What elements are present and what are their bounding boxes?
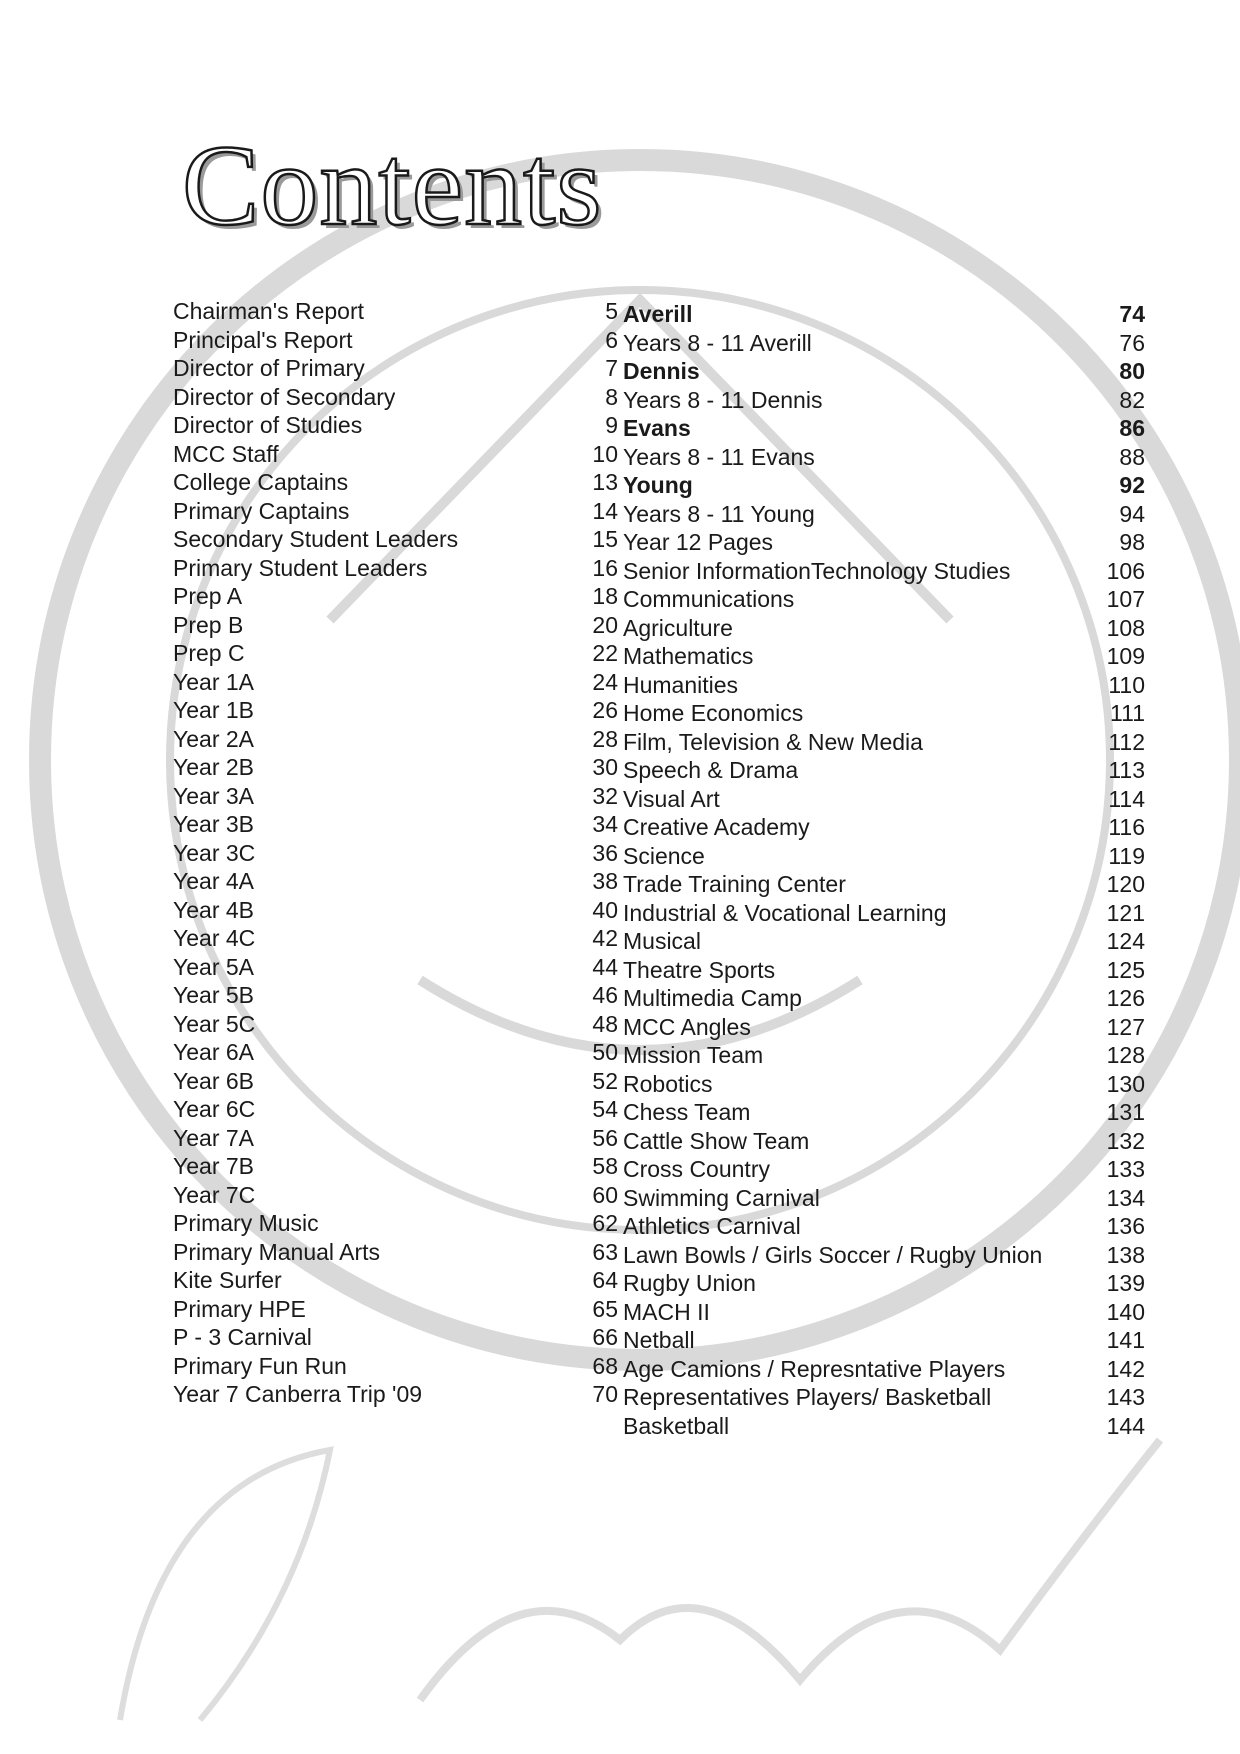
toc-entry <box>623 1127 1145 1156</box>
toc-entry <box>173 1181 618 1210</box>
toc-entry <box>173 896 618 925</box>
toc-entry-page: 13 <box>592 469 618 495</box>
toc-entry-label: Director of Studies <box>173 412 363 438</box>
toc-entry-page: 26 <box>592 697 618 723</box>
toc-entry-label: Principal's Report <box>173 326 353 353</box>
toc-entry-page: 68 <box>592 1352 618 1379</box>
toc-entry-label: Year 4A <box>173 868 254 894</box>
toc-entry-page: 8 <box>605 383 618 410</box>
toc-entry <box>623 1212 1145 1241</box>
toc-entry <box>623 329 1145 358</box>
toc-entry-page: 124 <box>1106 928 1145 954</box>
toc-entry-page: 98 <box>1119 529 1145 555</box>
toc-entry <box>173 497 618 526</box>
toc-entry <box>173 639 618 668</box>
toc-entry <box>173 867 618 896</box>
toc-entry <box>173 582 618 611</box>
toc-entry-page: 74 <box>1119 301 1145 327</box>
toc-left-column <box>173 297 618 1409</box>
toc-entry <box>173 1010 618 1039</box>
toc-entry-page: 66 <box>592 1324 618 1350</box>
toc-entry <box>623 585 1145 614</box>
toc-entry-label: Theatre Sports <box>623 956 776 983</box>
toc-entry <box>623 813 1145 842</box>
toc-entry <box>173 725 618 754</box>
toc-entry-page: 133 <box>1106 1156 1145 1182</box>
toc-entry-label: Year 3C <box>173 839 256 866</box>
toc-entry-label: Kite Surfer <box>173 1267 282 1293</box>
toc-entry-label: Primary Student Leaders <box>173 554 428 581</box>
toc-entry-page: 111 <box>1110 700 1145 726</box>
toc-entry <box>173 554 618 583</box>
toc-entry-label: Athletics Carnival <box>623 1213 801 1239</box>
toc-entry-label: Humanities <box>623 671 739 698</box>
toc-entry-label: Mathematics <box>623 643 754 669</box>
toc-entry-page: 142 <box>1106 1355 1145 1382</box>
toc-entry-label: Basketball <box>623 1412 730 1439</box>
toc-entry <box>173 953 618 982</box>
toc-entry <box>173 1323 618 1352</box>
toc-entry-page: 20 <box>592 611 618 638</box>
toc-entry <box>623 557 1145 586</box>
toc-entry <box>623 699 1145 728</box>
toc-entry <box>623 1355 1145 1384</box>
toc-entry-label: Agriculture <box>623 614 733 641</box>
toc-entry <box>623 471 1145 500</box>
toc-entry-page: 36 <box>592 839 618 866</box>
toc-entry <box>173 1295 618 1324</box>
toc-entry-label: Secondary Student Leaders <box>173 526 459 552</box>
toc-entry-label: Communications <box>623 586 795 612</box>
toc-entry-page: 116 <box>1108 814 1145 840</box>
toc-entry-page: 42 <box>592 925 618 951</box>
toc-entry <box>173 1095 618 1124</box>
toc-entry-page: 141 <box>1106 1327 1145 1353</box>
toc-entry <box>173 696 618 725</box>
toc-entry <box>173 753 618 782</box>
toc-entry-page: 15 <box>592 526 618 552</box>
toc-entry-label: Musical <box>623 928 701 954</box>
toc-entry-page: 143 <box>1106 1384 1145 1410</box>
toc-entry-label: Year 6C <box>173 1096 256 1122</box>
toc-entry-label: Year 5C <box>173 1010 256 1037</box>
toc-entry <box>623 728 1145 757</box>
toc-entry-page: 60 <box>592 1181 618 1208</box>
toc-entry <box>623 927 1145 956</box>
toc-entry-label: Years 8 - 11 Dennis <box>623 386 823 413</box>
toc-entry-label: Creative Academy <box>623 814 810 840</box>
toc-entry <box>623 1098 1145 1127</box>
toc-entry-label: Primary HPE <box>173 1295 306 1322</box>
toc-entry-page: 30 <box>592 754 618 780</box>
toc-entry <box>173 1124 618 1153</box>
toc-entry-page: 52 <box>592 1067 618 1094</box>
toc-entry-label: Robotics <box>623 1070 713 1097</box>
toc-entry-label: Film, Television & New Media <box>623 728 923 755</box>
toc-entry-label: Averill <box>623 301 693 327</box>
toc-entry <box>173 1238 618 1267</box>
toc-right-column <box>623 300 1145 1440</box>
toc-entry <box>173 1038 618 1067</box>
toc-entry-page: 110 <box>1108 671 1145 698</box>
toc-entry-page: 16 <box>592 554 618 581</box>
toc-entry-page: 50 <box>592 1039 618 1065</box>
toc-entry-label: MCC Angles <box>623 1013 751 1040</box>
toc-entry-label: Chess Team <box>623 1099 751 1125</box>
toc-entry-label: Year 4C <box>173 925 256 951</box>
toc-entry-label: Science <box>623 842 705 869</box>
toc-entry <box>623 1070 1145 1099</box>
toc-entry-label: MCC Staff <box>173 440 279 467</box>
toc-entry-label: Year 2B <box>173 754 254 780</box>
toc-entry-page: 64 <box>592 1267 618 1293</box>
toc-entry-page: 80 <box>1119 358 1145 384</box>
toc-entry <box>623 671 1145 700</box>
toc-entry <box>173 839 618 868</box>
toc-entry-label: Primary Fun Run <box>173 1352 347 1379</box>
toc-entry-label: Netball <box>623 1327 695 1353</box>
toc-entry-label: Director of Primary <box>173 355 365 381</box>
toc-entry <box>173 1209 618 1238</box>
toc-entry-label: Prep C <box>173 640 245 666</box>
toc-entry-label: Year 1B <box>173 697 254 723</box>
toc-entry-label: Year 12 Pages <box>623 529 774 555</box>
toc-entry-page: 109 <box>1106 643 1145 669</box>
toc-entry <box>623 1326 1145 1355</box>
toc-entry-label: College Captains <box>173 469 349 495</box>
toc-entry-label: MACH II <box>623 1298 710 1325</box>
toc-entry-page: 127 <box>1106 1013 1145 1040</box>
toc-entry <box>173 1352 618 1381</box>
toc-entry-label: Years 8 - 11 Young <box>623 500 815 527</box>
toc-entry <box>173 782 618 811</box>
toc-entry-label: Year 6A <box>173 1039 254 1065</box>
toc-entry <box>173 1152 618 1181</box>
toc-entry-page: 54 <box>592 1096 618 1122</box>
toc-entry <box>173 1380 618 1409</box>
toc-entry-label: Year 5B <box>173 982 254 1008</box>
toc-entry <box>623 870 1145 899</box>
toc-entry <box>173 981 618 1010</box>
toc-entry-page: 130 <box>1106 1070 1145 1097</box>
toc-entry <box>173 383 618 412</box>
toc-entry <box>173 411 618 440</box>
toc-entry <box>173 525 618 554</box>
toc-entry <box>623 443 1145 472</box>
toc-entry <box>623 785 1145 814</box>
toc-entry <box>623 899 1145 928</box>
toc-entry <box>623 642 1145 671</box>
toc-entry <box>623 1241 1145 1270</box>
toc-entry-label: Home Economics <box>623 700 804 726</box>
toc-entry <box>173 810 618 839</box>
toc-entry-label: Director of Secondary <box>173 383 396 410</box>
toc-entry <box>623 984 1145 1013</box>
toc-entry-label: Year 6B <box>173 1067 254 1094</box>
toc-entry-label: Mission Team <box>623 1042 764 1068</box>
toc-entry-page: 94 <box>1119 500 1145 527</box>
page-title: Contents <box>182 122 603 250</box>
toc-entry-page: 76 <box>1119 329 1145 356</box>
toc-entry-label: Rugby Union <box>623 1270 756 1296</box>
toc-entry-page: 126 <box>1106 985 1145 1011</box>
toc-entry <box>623 1013 1145 1042</box>
toc-entry <box>173 611 618 640</box>
toc-entry-page: 70 <box>592 1381 618 1407</box>
toc-entry-page: 7 <box>605 355 618 381</box>
toc-entry-label: Primary Captains <box>173 497 350 524</box>
toc-entry-page: 28 <box>592 725 618 752</box>
toc-entry-page: 58 <box>592 1153 618 1179</box>
toc-entry-label: Primary Manual Arts <box>173 1238 381 1265</box>
toc-entry-page: 34 <box>592 811 618 837</box>
toc-entry <box>173 326 618 355</box>
toc-entry <box>173 1266 618 1295</box>
toc-entry-label: Year 2A <box>173 725 254 752</box>
toc-entry-page: 18 <box>592 583 618 609</box>
toc-entry-label: Prep B <box>173 611 244 638</box>
toc-entry-page: 120 <box>1106 871 1145 897</box>
toc-entry-page: 10 <box>592 440 618 467</box>
toc-entry <box>623 756 1145 785</box>
toc-entry-label: Lawn Bowls / Girls Soccer / Rugby Union <box>623 1241 1043 1268</box>
toc-entry <box>173 924 618 953</box>
toc-entry-page: 63 <box>592 1238 618 1265</box>
toc-entry-label: Year 3B <box>173 811 254 837</box>
toc-entry-page: 82 <box>1119 386 1145 413</box>
toc-entry-label: Years 8 - 11 Evans <box>623 443 815 470</box>
toc-entry <box>623 614 1145 643</box>
toc-entry <box>623 1184 1145 1213</box>
toc-entry <box>623 500 1145 529</box>
toc-entry-label: Age Camions / Represntative Players <box>623 1355 1006 1382</box>
toc-entry-page: 48 <box>592 1010 618 1037</box>
toc-entry-page: 56 <box>592 1124 618 1151</box>
toc-entry-page: 128 <box>1106 1042 1145 1068</box>
toc-entry-page: 65 <box>592 1295 618 1322</box>
toc-entry-label: Speech & Drama <box>623 757 799 783</box>
toc-entry-page: 46 <box>592 982 618 1008</box>
toc-entry <box>623 1155 1145 1184</box>
toc-entry-page: 88 <box>1119 443 1145 470</box>
toc-entry <box>173 1067 618 1096</box>
toc-entry-label: Senior InformationTechnology Studies <box>623 557 1011 584</box>
toc-entry-label: P - 3 Carnival <box>173 1324 312 1350</box>
toc-entry-label: Evans <box>623 415 691 441</box>
toc-entry-page: 134 <box>1106 1184 1145 1211</box>
toc-entry-label: Cross Country <box>623 1156 770 1182</box>
toc-entry-page: 132 <box>1106 1127 1145 1154</box>
toc-entry-page: 119 <box>1108 842 1145 869</box>
toc-entry <box>623 842 1145 871</box>
toc-entry <box>623 414 1145 443</box>
toc-entry-page: 106 <box>1106 557 1145 584</box>
toc-entry-label: Year 7C <box>173 1181 256 1208</box>
toc-entry-page: 136 <box>1106 1213 1145 1239</box>
toc-entry-label: Multimedia Camp <box>623 985 802 1011</box>
toc-entry-page: 32 <box>592 782 618 809</box>
toc-entry-page: 139 <box>1106 1270 1145 1296</box>
toc-entry-label: Prep A <box>173 583 243 609</box>
toc-entry-page: 107 <box>1106 586 1145 612</box>
toc-entry-label: Dennis <box>623 358 700 384</box>
toc-entry-label: Trade Training Center <box>623 871 846 897</box>
toc-entry-label: Young <box>623 472 693 498</box>
toc-entry-page: 62 <box>592 1210 618 1236</box>
toc-entry-page: 5 <box>605 298 618 324</box>
toc-entry <box>623 1298 1145 1327</box>
toc-entry <box>173 468 618 497</box>
toc-entry-label: Year 4B <box>173 896 254 923</box>
toc-entry-page: 44 <box>592 953 618 980</box>
toc-entry-page: 140 <box>1106 1298 1145 1325</box>
toc-entry <box>623 1269 1145 1298</box>
toc-entry-page: 113 <box>1108 757 1145 783</box>
toc-entry <box>623 528 1145 557</box>
toc-entry-page: 144 <box>1106 1412 1145 1439</box>
toc-entry-label: Year 7A <box>173 1124 254 1151</box>
toc-entry-page: 9 <box>605 412 618 438</box>
toc-entry-page: 121 <box>1106 899 1145 926</box>
toc-entry-label: Visual Art <box>623 785 720 812</box>
toc-entry <box>623 1383 1145 1412</box>
toc-entry-page: 125 <box>1106 956 1145 983</box>
toc-entry-page: 114 <box>1108 785 1145 812</box>
toc-entry-page: 22 <box>592 640 618 666</box>
toc-entry <box>623 386 1145 415</box>
toc-entry-label: Year 1A <box>173 668 254 695</box>
toc-entry-label: Years 8 - 11 Averill <box>623 329 812 356</box>
toc-entry-page: 24 <box>592 668 618 695</box>
toc-entry <box>623 1041 1145 1070</box>
toc-entry-label: Industrial & Vocational Learning <box>623 899 947 926</box>
toc-entry-label: Primary Music <box>173 1210 319 1236</box>
toc-entry-page: 112 <box>1108 728 1145 755</box>
toc-entry <box>173 354 618 383</box>
toc-entry <box>623 1412 1145 1441</box>
toc-entry <box>623 300 1145 329</box>
toc-entry-label: Year 5A <box>173 953 254 980</box>
toc-entry <box>623 956 1145 985</box>
toc-entry-page: 108 <box>1106 614 1145 641</box>
toc-entry-page: 138 <box>1106 1241 1145 1268</box>
toc-entry-page: 40 <box>592 896 618 923</box>
toc-entry <box>173 297 618 326</box>
toc-entry-page: 92 <box>1119 472 1145 498</box>
toc-entry-label: Year 3A <box>173 782 254 809</box>
toc-entry-label: Year 7B <box>173 1153 254 1179</box>
toc-entry-page: 38 <box>592 868 618 894</box>
toc-entry <box>173 668 618 697</box>
toc-entry-label: Year 7 Canberra Trip '09 <box>173 1381 423 1407</box>
toc-entry-label: Cattle Show Team <box>623 1127 810 1154</box>
toc-entry-page: 86 <box>1119 415 1145 441</box>
toc-entry-page: 131 <box>1106 1099 1145 1125</box>
toc-entry <box>173 440 618 469</box>
toc-entry <box>623 357 1145 386</box>
toc-entry-label: Representatives Players/ Basketball <box>623 1384 992 1410</box>
toc-entry-page: 6 <box>605 326 618 353</box>
toc-entry-label: Chairman's Report <box>173 298 365 324</box>
toc-entry-label: Swimming Carnival <box>623 1184 820 1211</box>
toc-entry-page: 14 <box>592 497 618 524</box>
